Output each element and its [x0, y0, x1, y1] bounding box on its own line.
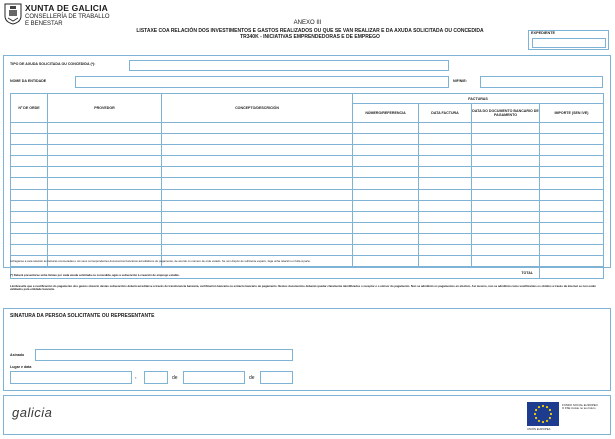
- table-cell[interactable]: [11, 200, 48, 211]
- table-row: [11, 200, 604, 211]
- table-cell[interactable]: [48, 189, 162, 200]
- table-cell[interactable]: [419, 200, 472, 211]
- eu-star-icon: [535, 417, 537, 419]
- table-cell[interactable]: [162, 222, 353, 233]
- table-cell[interactable]: [472, 145, 540, 156]
- col-invoice-date-header: DATA FACTURA: [419, 104, 472, 123]
- table-cell[interactable]: [11, 156, 48, 167]
- table-row: [11, 189, 604, 200]
- table-row: [11, 233, 604, 244]
- table-cell[interactable]: [472, 233, 540, 244]
- attach-note: Achéganse a esta relación as facturas enumeradas e o/s seus correspondentes documentos bancarios acreditativos do pagamento, de acordo co número de orde estado. Se non dispón de suficiente espazo, faga unha relación en folla á parte.: [10, 259, 311, 263]
- de-label-2: de: [249, 375, 255, 381]
- table-row: [11, 211, 604, 222]
- table-cell[interactable]: [11, 123, 48, 134]
- table-cell[interactable]: [472, 222, 540, 233]
- entity-name-field[interactable]: [75, 76, 449, 88]
- eu-star-icon: [546, 420, 548, 422]
- reminder-note: Lémbraselle que a xustificación do pagamento dos gastos obxecto destas subvencións deberá acreditarse a través de transferencia bancaria, certificación bancaria ou extracto bancario de pagamento. Nestes documentos deberán quedar claramente identificados o receptor e o emisor do pagamento. Non se admitirán os pagamentos en efectivo. Así mesmo, non se admitirán como xustificantes os obtidos a través da internet se non están validados pola entidade bancaria.: [10, 284, 596, 292]
- eu-flag-icon: [527, 402, 559, 426]
- table-cell[interactable]: [353, 167, 419, 178]
- table-row: [11, 156, 604, 167]
- comma-separator: ,: [135, 374, 137, 380]
- table-cell[interactable]: [11, 222, 48, 233]
- de-label-1: de: [172, 375, 178, 381]
- form-title: [95, 28, 525, 41]
- table-cell[interactable]: [472, 167, 540, 178]
- table-cell[interactable]: [540, 134, 604, 145]
- table-cell[interactable]: [472, 189, 540, 200]
- fund-line-2: O FSE inviste no teu futuro: [562, 406, 596, 411]
- table-cell[interactable]: [11, 189, 48, 200]
- table-cell[interactable]: [353, 245, 419, 256]
- eu-star-icon: [538, 406, 540, 408]
- eu-star-icon: [542, 405, 544, 407]
- table-row: [11, 178, 604, 189]
- nif-label: NIF/NIE:: [453, 79, 467, 83]
- signature-heading: SINATURA DA PERSOA SOLICITANTE OU REPRESENTANTE: [10, 313, 155, 319]
- table-cell[interactable]: [162, 233, 353, 244]
- table-cell[interactable]: [48, 134, 162, 145]
- annex-number: ANEXO III: [293, 20, 322, 26]
- table-row: [11, 145, 604, 156]
- month-field[interactable]: [183, 371, 245, 384]
- table-cell[interactable]: [419, 156, 472, 167]
- table-cell[interactable]: [11, 167, 48, 178]
- department-line-2: E BENESTAR: [25, 21, 63, 27]
- table-cell[interactable]: [472, 211, 540, 222]
- table-cell[interactable]: [48, 233, 162, 244]
- eu-star-icon: [538, 420, 540, 422]
- footer-section: [3, 395, 611, 435]
- col-bank-date-header: DATA DO DOCUMENTO BANCARIO DE PAGAMENTO: [472, 104, 540, 123]
- table-cell[interactable]: [11, 233, 48, 244]
- form-title-line-1: LISTAXE COA RELACIÓN DOS INVESTIMENTOS E GASTOS REALIZADOS OU QUE SE VAN REALIZAR E DA AXUDA SOLICITADA OU CONCEDIDA: [136, 28, 484, 34]
- table-cell[interactable]: [540, 156, 604, 167]
- year-field[interactable]: [260, 371, 293, 384]
- table-cell[interactable]: [48, 178, 162, 189]
- table-row: [11, 167, 604, 178]
- department-line-1: CONSELLERÍA DE TRABALLO: [25, 14, 110, 20]
- table-cell[interactable]: [353, 233, 419, 244]
- table-cell[interactable]: [540, 222, 604, 233]
- table-cell[interactable]: [353, 200, 419, 211]
- entity-name-label: NOME DA ENTIDADE: [10, 79, 47, 83]
- table-cell[interactable]: [472, 123, 540, 134]
- table-row: [11, 123, 604, 134]
- table-cell[interactable]: [11, 211, 48, 222]
- table-cell[interactable]: [353, 156, 419, 167]
- form-title-line-2: TR340K - INICIATIVAS EMPRENDEDORAS E DE EMPREGO: [240, 34, 380, 41]
- place-date-label: Lugar e data: [10, 365, 32, 369]
- table-cell[interactable]: [472, 156, 540, 167]
- signed-label: Asinado: [10, 353, 25, 357]
- table-cell[interactable]: [419, 245, 472, 256]
- aid-type-label: TIPO DE AXUDA SOLICITADA OU CONCEDIDA (*):: [10, 62, 96, 66]
- table-cell[interactable]: [419, 178, 472, 189]
- table-cell[interactable]: [162, 167, 353, 178]
- table-cell[interactable]: [419, 211, 472, 222]
- table-row: [11, 222, 604, 233]
- table-cell[interactable]: [48, 200, 162, 211]
- place-field[interactable]: [10, 371, 132, 384]
- table-cell[interactable]: [162, 211, 353, 222]
- table-cell[interactable]: [48, 123, 162, 134]
- table-cell[interactable]: [353, 123, 419, 134]
- table-cell[interactable]: [162, 200, 353, 211]
- table-cell[interactable]: [353, 178, 419, 189]
- invoice-table: [10, 93, 604, 279]
- table-cell[interactable]: [419, 134, 472, 145]
- table-cell[interactable]: [48, 211, 162, 222]
- col-concept-header: CONCEPTO/DESCRICIÓN: [162, 94, 353, 123]
- nif-field[interactable]: [480, 76, 603, 88]
- table-cell[interactable]: [540, 145, 604, 156]
- table-cell[interactable]: [540, 123, 604, 134]
- fund-line-1: FONDO SOCIAL EUROPEO: [562, 403, 598, 407]
- table-cell[interactable]: [48, 156, 162, 167]
- table-cell[interactable]: [353, 222, 419, 233]
- signer-name-field[interactable]: [35, 349, 293, 361]
- eu-star-icon: [542, 421, 544, 423]
- org-name: XUNTA DE GALICIA: [25, 3, 109, 13]
- table-cell[interactable]: [472, 245, 540, 256]
- col-provider-header: PROVEDOR: [48, 94, 162, 123]
- table-cell[interactable]: [419, 189, 472, 200]
- eu-star-icon: [549, 409, 551, 411]
- expediente-label: EXPEDIENTE: [531, 31, 556, 35]
- eu-label: UNIÓN EUROPEA: [527, 427, 551, 431]
- table-cell[interactable]: [11, 134, 48, 145]
- col-number-header: NÚMERO/REFERENCIA: [353, 104, 419, 123]
- table-cell[interactable]: [540, 211, 604, 222]
- table-cell[interactable]: [11, 145, 48, 156]
- table-cell[interactable]: [419, 145, 472, 156]
- expediente-field[interactable]: [532, 38, 606, 48]
- table-cell[interactable]: [353, 134, 419, 145]
- table-row: [11, 134, 604, 145]
- aid-type-field[interactable]: [129, 60, 449, 71]
- table-cell[interactable]: [162, 189, 353, 200]
- table-cell[interactable]: [353, 145, 419, 156]
- table-cell[interactable]: [353, 211, 419, 222]
- galicia-logo: galicia: [12, 405, 53, 420]
- table-cell[interactable]: [540, 178, 604, 189]
- table-cell[interactable]: [11, 178, 48, 189]
- table-cell[interactable]: [472, 134, 540, 145]
- eu-star-icon: [549, 417, 551, 419]
- table-cell[interactable]: [48, 245, 162, 256]
- total-label: TOTAL: [11, 267, 540, 279]
- col-order-header: Nº DE ORDE: [11, 94, 48, 123]
- eu-star-icon: [535, 409, 537, 411]
- table-cell[interactable]: [162, 134, 353, 145]
- table-cell[interactable]: [48, 222, 162, 233]
- eu-star-icon: [550, 413, 552, 415]
- table-cell[interactable]: [419, 222, 472, 233]
- col-amount-header: IMPORTE (SEN IVE): [540, 104, 604, 123]
- table-cell[interactable]: [162, 245, 353, 256]
- col-invoices-header: FACTURAS: [353, 94, 604, 104]
- eu-star-icon: [546, 406, 548, 408]
- table-cell[interactable]: [419, 233, 472, 244]
- table-row: [11, 245, 604, 256]
- table-cell[interactable]: [472, 200, 540, 211]
- eu-star-icon: [534, 413, 536, 415]
- table-cell[interactable]: [540, 233, 604, 244]
- table-cell[interactable]: [540, 189, 604, 200]
- table-cell[interactable]: [162, 156, 353, 167]
- table-cell[interactable]: [162, 178, 353, 189]
- table-cell[interactable]: [353, 189, 419, 200]
- table-cell[interactable]: [162, 123, 353, 134]
- table-cell[interactable]: [540, 200, 604, 211]
- table-cell[interactable]: [419, 167, 472, 178]
- table-cell[interactable]: [11, 245, 48, 256]
- table-cell[interactable]: [540, 245, 604, 256]
- table-cell[interactable]: [472, 178, 540, 189]
- table-cell[interactable]: [419, 123, 472, 134]
- eu-fund-text: [562, 404, 612, 411]
- table-cell[interactable]: [540, 167, 604, 178]
- table-cell[interactable]: [48, 145, 162, 156]
- table-cell[interactable]: [162, 145, 353, 156]
- asterisk-note: (*) Deberá presentarse unha listaxe por cada axuda solicitada ou concedida, agás a subvención á creación de emprego estable.: [10, 273, 180, 277]
- table-cell[interactable]: [48, 167, 162, 178]
- day-field[interactable]: [144, 371, 168, 384]
